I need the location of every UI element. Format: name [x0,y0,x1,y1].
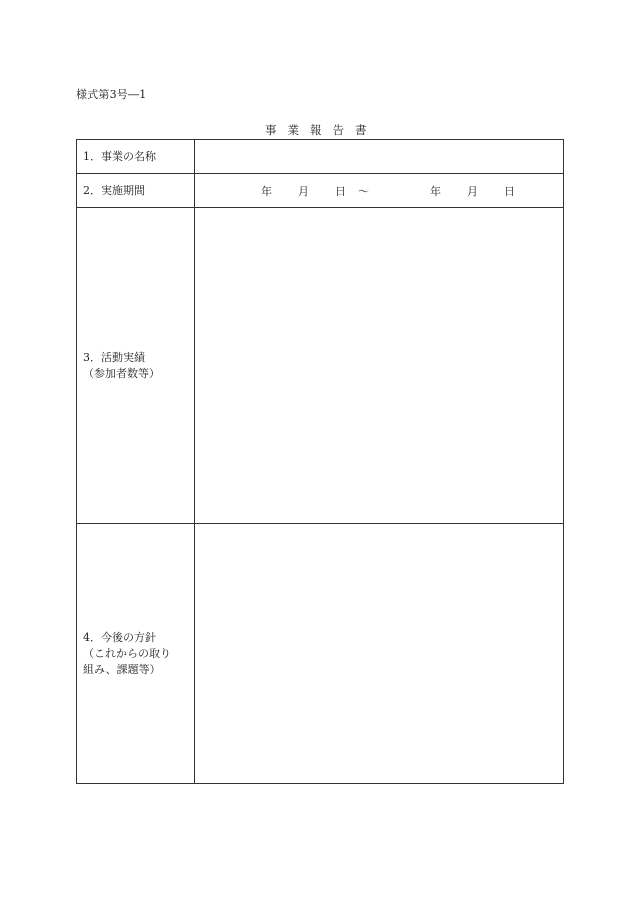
period-field[interactable] [195,174,564,208]
range-tilde: ～ [358,184,369,198]
results-label: 3．活動実績 （参加者数等） [77,208,195,524]
table-row-project-name [77,140,564,174]
end-month-label: 月 [467,184,478,198]
title-char: 業 [287,123,299,137]
end-year-label: 年 [430,184,441,198]
start-year-label: 年 [261,184,272,198]
end-day-label: 日 [504,184,515,198]
title-char: 書 [355,123,367,137]
policy-field[interactable] [195,524,564,784]
table-row-policy [77,524,564,784]
table-row-period [77,174,564,208]
policy-label: 4．今後の方針 （これからの取り 組み、課題等） [77,524,195,784]
start-month-label: 月 [298,184,309,198]
project-name-field[interactable] [195,140,564,174]
period-date-range [195,174,563,207]
title-char: 報 [310,123,322,137]
document-title [265,122,367,138]
results-field[interactable] [195,208,564,524]
period-label: 2．実施期間 [77,174,195,208]
title-char: 告 [332,123,344,137]
project-name-label: 1．事業の名称 [77,140,195,174]
title-char: 事 [265,123,277,137]
start-day-label: 日 [335,184,346,198]
report-table [76,139,564,784]
table-row-results [77,208,564,524]
form-number: 様式第3号―1 [76,88,147,101]
